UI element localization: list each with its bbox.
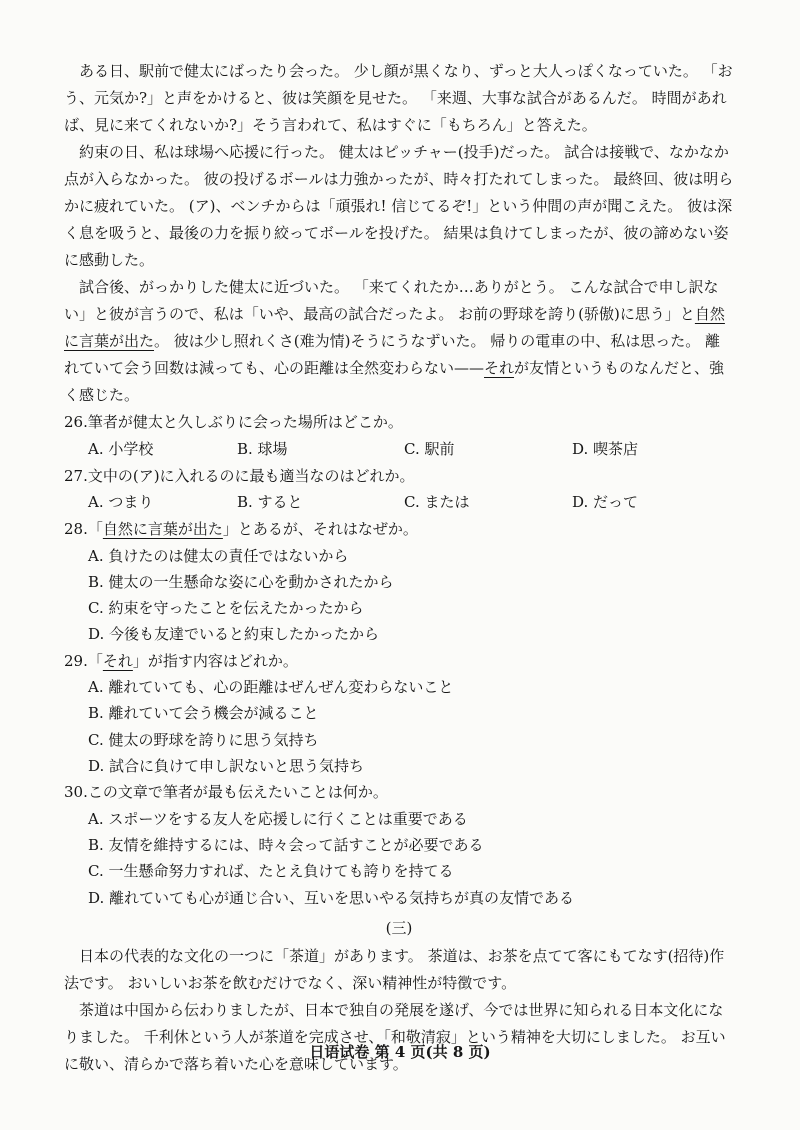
question-29 xyxy=(64,648,734,780)
passage-text: 試合後、がっかりした健太に近づいた。 「来てくれたか…ありがとう。 こんな試合で申し訳ない」と彼が言うので、私は「いや、最高の試合だったよ。 お前の野球を誇り(骄傲)に思う」と xyxy=(64,278,719,323)
underlined-quote: それ xyxy=(102,651,133,670)
option-b: B. 健太の一生懸命な姿に心を動かされたから xyxy=(88,572,394,591)
question-stem xyxy=(64,648,734,675)
passage-paragraph-3 xyxy=(64,274,734,409)
option-d: D. 喫茶店 xyxy=(572,439,639,458)
option-row xyxy=(64,489,734,516)
option-row xyxy=(64,436,734,463)
option-d: D. 試合に負けて申し訳ないと思う気持ち xyxy=(88,757,365,776)
question-28 xyxy=(64,516,734,648)
question-stem xyxy=(64,516,734,543)
question-27 xyxy=(64,463,734,517)
question-stem: 27.文中の(ア)に入れるのに最も適当なのはどれか。 xyxy=(64,466,415,485)
option-a: A. 離れていても、心の距離はぜんぜん変わらないこと xyxy=(88,678,454,697)
passage-paragraph-2: 約束の日、私は球場へ応援に行った。 健太はピッチャー(投手)だった。 試合は接戦で、なかなか点が入らなかった。 彼の投げるボールは力強かったが、時々打たれてしまった。 最終回、彼は明らかに疲れていた。 (ア)、ベンチからは「頑張れ! 信じてるぞ!」という仲間の声が聞こえた。 彼は深く息を吸うと、最後の力を振り絞ってボールを投げた。 結果は負けてしまったが、彼の諦めない姿に感動した。 xyxy=(64,143,734,269)
question-stem: 30.この文章で筆者が最も伝えたいことは何か。 xyxy=(64,783,388,802)
option-b: B. 離れていて会う機会が減ること xyxy=(88,704,319,723)
section-heading: (三) xyxy=(385,919,413,938)
stem-text: 29.「 xyxy=(64,651,103,670)
stem-text: 28.「 xyxy=(64,520,103,538)
question-26 xyxy=(64,409,734,463)
option-b: B. 友情を維持するには、時々会って話すことが必要である xyxy=(88,836,484,855)
option-c: C. または xyxy=(404,493,470,511)
underlined-phrase-sore: それ xyxy=(484,359,515,377)
option-d: D. だって xyxy=(572,493,639,511)
stem-text: 」が指す内容はどれか。 xyxy=(132,651,298,670)
option-c: C. 一生懸命努力すれば、たとえ負けても誇りを持てる xyxy=(88,862,454,881)
passage-paragraph-1: ある日、駅前で健太にばったり会った。 少し顔が黒くなり、ずっと大人っぽくなっていた。 「おう、元気か?」と声をかけると、彼は笑顔を見せた。 「来週、大事な試合があるんだ。 時間があれば、見に来てくれないか?」そう言われて、私はすぐに「もちろん」と答えた。 xyxy=(64,62,733,134)
section3-paragraph-1: 日本の代表的な文化の一つに「茶道」があります。 茶道は、お茶を点てて客にもてなす(招待)作法です。 おいしいお茶を飲むだけでなく、深い精神性が特徴です。 xyxy=(64,947,725,993)
option-a: A. 負けたのは健太の責任ではないから xyxy=(88,546,349,565)
passage-text: が友情というものなんだと、強く感じた。 xyxy=(64,359,725,404)
option-d: D. 離れていても心が通じ合い、互いを思いやる気持ちが真の友情である xyxy=(88,888,575,907)
question-stem: 26.筆者が健太と久しぶりに会った場所はどこか。 xyxy=(64,413,403,431)
option-a: A. つまり xyxy=(88,493,154,511)
passage-text: 。 彼は少し照れくさ(难为情)そうにうなずいた。 帰りの電車の中、私は思った。 離れていて会う回数は減っても、心の距離は全然変わらない—— xyxy=(64,332,721,377)
section3-paragraph-2: 茶道は中国から伝わりましたが、日本で独自の発展を遂げ、今では世界に知られる日本文化になりました。 千利休という人が茶道を完成させ、「和敬清寂」という精神を大切にしました。 お互いに敬い、清らかで落ち着いた心を意味しています。 xyxy=(64,1001,726,1074)
stem-text: 」とあるが、それはなぜか。 xyxy=(222,520,418,538)
option-b: B. 球場 xyxy=(237,439,288,458)
option-c: C. 駅前 xyxy=(404,439,455,458)
underlined-phrase-natural-words: 自然に言葉が出た xyxy=(64,305,725,350)
question-30 xyxy=(64,779,734,911)
option-b: B. すると xyxy=(237,493,303,511)
option-a: A. 小学校 xyxy=(88,439,154,458)
option-a: A. スポーツをする友人を応援しに行くことは重要である xyxy=(88,809,468,828)
page-footer: 日语试卷 第 4 页(共 8 页) xyxy=(309,1043,491,1061)
underlined-quote: 自然に言葉が出た xyxy=(102,520,223,538)
option-d: D. 今後も友達でいると約束したかったから xyxy=(88,625,380,644)
option-c: C. 約束を守ったことを伝えたかったから xyxy=(88,599,364,618)
option-c: C. 健太の野球を誇りに思う気持ち xyxy=(88,730,319,749)
